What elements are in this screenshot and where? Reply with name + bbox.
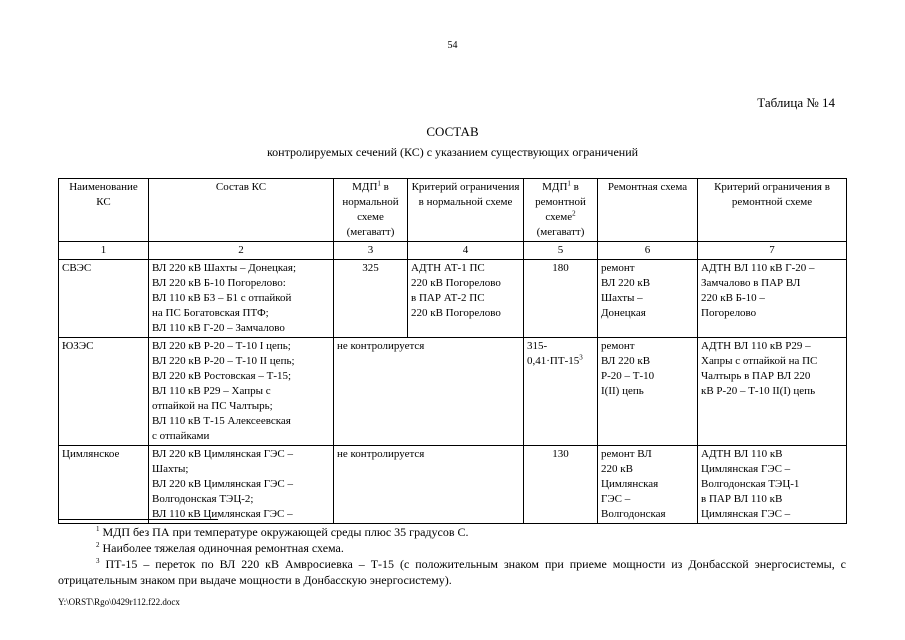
- footnote-3: $^3$ ПТ-15 – переток по ВЛ 220 кВ Амвросиевка – Т-15 (с положительным знаком при приеме мощности из Донбасской энергосистемы, с отрицательным знаком при выдаче мощности в Донбасскую энергосистему).: [58, 557, 846, 587]
- column-number: 2: [149, 242, 334, 260]
- table-row: [59, 446, 847, 524]
- repair-scheme: ремонт ВЛ 220 кВ Р-20 – Т-10 I(II) цепь: [598, 338, 698, 446]
- not-controlled-note: не контролируется: [334, 446, 524, 524]
- section-composition: ВЛ 220 кВ Шахты – Донецкая; ВЛ 220 кВ Б-10 Погорелово: ВЛ 110 кВ Б3 – Б1 с отпайкой на ПС Богатовская ПТФ; ВЛ 110 кВ Г-20 – Замчалово: [149, 260, 334, 338]
- column-number-row: [59, 242, 847, 260]
- header-criterion-normal: Критерий ограничения в нормальной схеме: [408, 179, 524, 242]
- table-row: [59, 338, 847, 446]
- header-section-name: Наименование КС: [59, 179, 149, 242]
- mdp-repair-value: 315- $0,41\cdot ПТ-15^3$: [524, 338, 598, 446]
- header-mdp-repair: МДП$^1$ в ремонтной схеме$^2$ (мегаватт): [524, 179, 598, 242]
- footnote-2: $^2$ Наиболее тяжелая одиночная ремонтная схема.: [96, 541, 344, 555]
- repair-scheme: ремонт ВЛ 220 кВ Шахты – Донецкая: [598, 260, 698, 338]
- document-subtitle: контролируемых сечений (КС) с указанием существующих ограничений: [266, 145, 639, 159]
- repair-scheme: ремонт ВЛ 220 кВ Цимлянская ГЭС – Волгодонская: [598, 446, 698, 524]
- mdp-repair-value: 130: [524, 446, 598, 524]
- column-number: 6: [598, 242, 698, 260]
- criterion-normal: АДТН АТ-1 ПС 220 кВ Погорелово в ПАР АТ-2 ПС 220 кВ Погорелово: [408, 260, 524, 338]
- file-path: Y:\ORST\Rgo\0429r112.f22.docx: [58, 597, 180, 607]
- table-row: [59, 260, 847, 338]
- section-composition: ВЛ 220 кВ Цимлянская ГЭС – Шахты; ВЛ 220 кВ Цимлянская ГЭС – Волгодонская ТЭЦ-2; ВЛ 110 кВ Цимлянская ГЭС –: [149, 446, 334, 524]
- footnote-divider: [58, 519, 218, 520]
- criterion-repair: АДТН ВЛ 110 кВ Р29 – Хапры с отпайкой на ПС Чалтырь в ПАР ВЛ 220 кВ Р-20 – Т-10 II(I) цепь: [698, 338, 847, 446]
- criterion-repair: АДТН ВЛ 110 кВ Цимлянская ГЭС – Волгодонская ТЭЦ-1 в ПАР ВЛ 110 кВ Цимлянская ГЭС –: [698, 446, 847, 524]
- mdp-repair-value: 180: [524, 260, 598, 338]
- header-criterion-repair: Критерий ограничения в ремонтной схеме: [698, 179, 847, 242]
- column-number: 5: [524, 242, 598, 260]
- table-container: [58, 178, 846, 520]
- footnotes: [58, 524, 846, 588]
- section-name: ЮЗЭС: [59, 338, 149, 446]
- footnote-1: $^1$ МДП без ПА при температуре окружающей среды плюс 35 градусов С.: [96, 525, 469, 539]
- table-label: Таблица № 14: [757, 95, 835, 110]
- header-mdp-normal: МДП$^1$ в нормальной схеме (мегаватт): [334, 179, 408, 242]
- column-number: 3: [334, 242, 408, 260]
- document-title: СОСТАВ: [426, 124, 479, 139]
- section-composition: ВЛ 220 кВ Р-20 – Т-10 I цепь; ВЛ 220 кВ Р-20 – Т-10 II цепь; ВЛ 220 кВ Ростовская – Т-15; ВЛ 110 кВ Р29 – Хапры с отпайкой на ПС Чалтырь; ВЛ 110 кВ Т-15 Алексеевская с отпайками: [149, 338, 334, 446]
- column-number: 7: [698, 242, 847, 260]
- section-name: СВЭС: [59, 260, 149, 338]
- header-repair-scheme: Ремонтная схема: [598, 179, 698, 242]
- column-number: 4: [408, 242, 524, 260]
- sections-table: [58, 178, 847, 524]
- section-name: Цимлянское: [59, 446, 149, 524]
- not-controlled-note: не контролируется: [334, 338, 524, 446]
- header-composition: Состав КС: [149, 179, 334, 242]
- page-number: 54: [447, 40, 458, 51]
- table-header-row: [59, 179, 847, 242]
- criterion-repair: АДТН ВЛ 110 кВ Г-20 – Замчалово в ПАР ВЛ 220 кВ Б-10 – Погорелово: [698, 260, 847, 338]
- column-number: 1: [59, 242, 149, 260]
- mdp-normal-value: 325: [334, 260, 408, 338]
